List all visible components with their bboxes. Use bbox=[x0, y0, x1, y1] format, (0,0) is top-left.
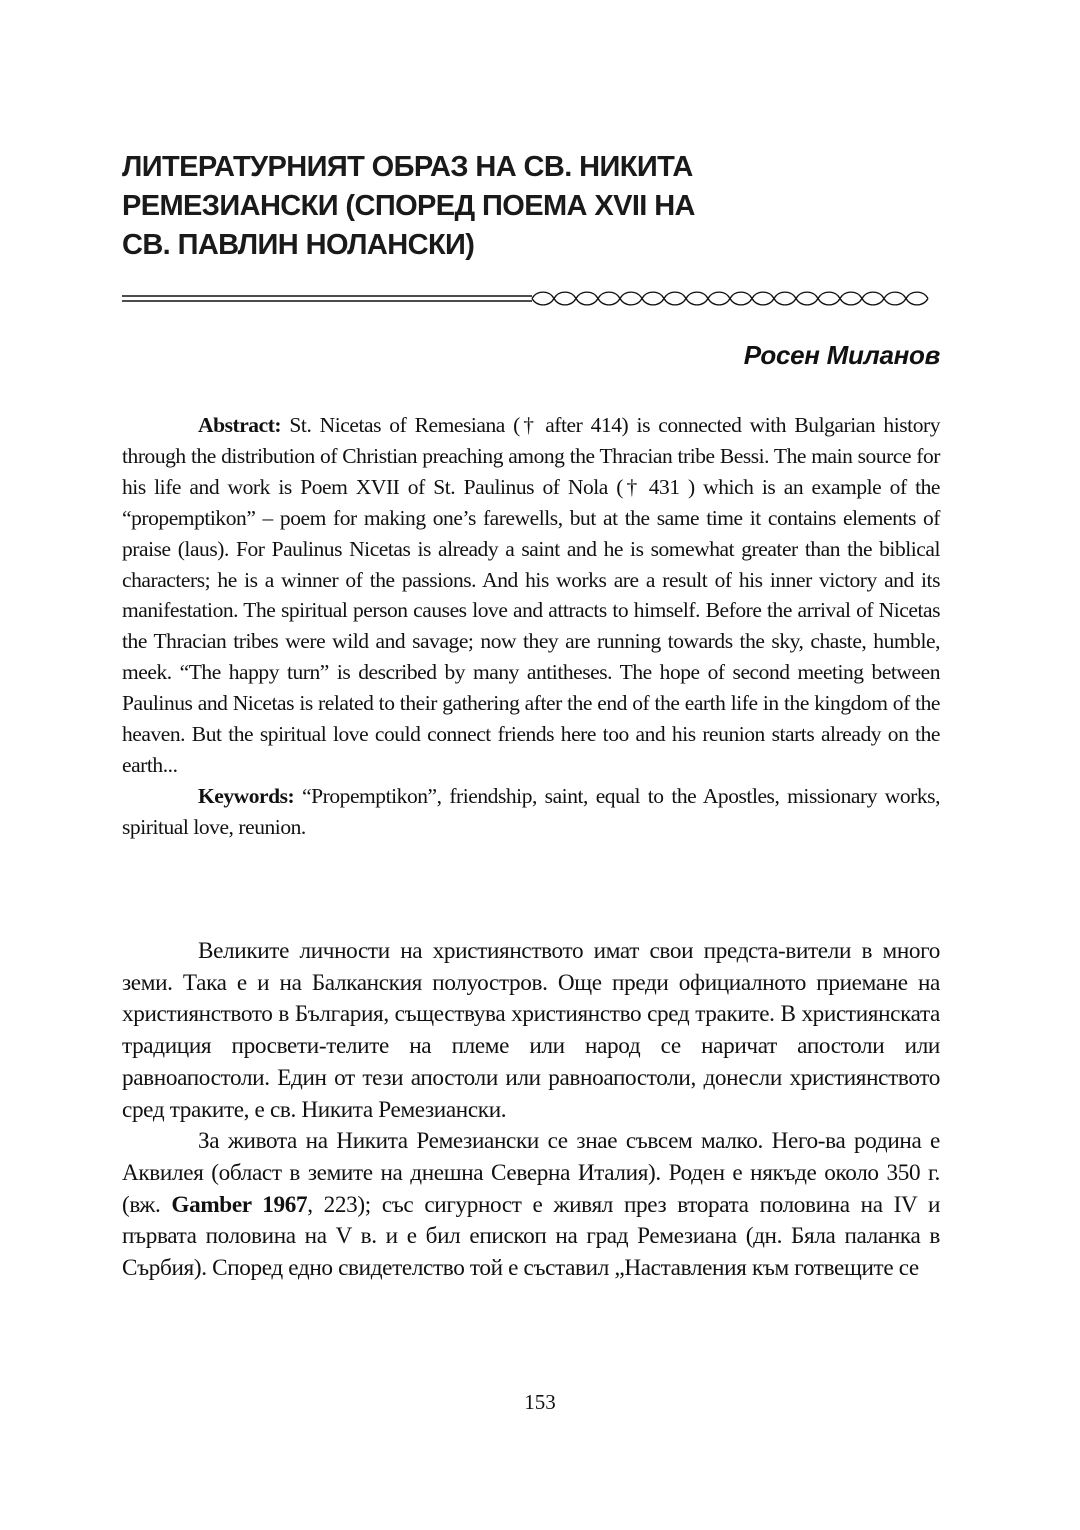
article-body bbox=[122, 936, 940, 1285]
page-number: 153 bbox=[524, 1390, 556, 1414]
paragraph-2-text-b: , 223); със сигурност е живял през втората половина на IV и първата половина на V в. и е бил епископ на град Ремезиана (дн. Бяла паланка в Сърбия). Според едно свидетелство той е съставил „Наставления към готвещите се bbox=[122, 1191, 940, 1282]
title-line-2: РЕМЕЗИАНСКИ (СПОРЕД ПОЕМА XVII НА bbox=[122, 190, 695, 222]
title-line-3: СВ. ПАВЛИН НОЛАНСКИ) bbox=[122, 229, 475, 261]
citation-gamber: Gamber 1967 bbox=[171, 1191, 308, 1218]
abstract-label: Abstract: bbox=[198, 413, 282, 437]
abstract-paragraph bbox=[122, 410, 940, 781]
article-title bbox=[122, 148, 822, 265]
title-divider-ornament bbox=[122, 287, 942, 311]
abstract-text: St. Nicetas of Remesiana († after 414) is connected with Bulgarian history through the distribution of Christian preaching among the Thracian tribe Bessi. The main source for his life and work is Poem XVII of St. Paulinus of Nola († 431 ) which is an example of the “propemptikon” – poem for making one’s farewells, but at the same time it contains elements of praise (laus). For Paulinus Nicetas is already a saint and he is somewhat greater than the biblical characters; he is a winner of the passions. And his works are a result of his inner victory and its manifestation. The spiritual person causes love and attracts to himself. Before the arrival of Nicetas the Thracian tribes were wild and savage; now they are running towards the sky, chaste, humble, meek. “The happy turn” is described by many antitheses. The hope of second meeting between Paulinus and Nicetas is related to their gathering after the end of the earth life in the kingdom of the heaven. But the spiritual love could connect friends here too and his reunion starts already on the earth... bbox=[122, 413, 940, 777]
keywords-paragraph bbox=[122, 781, 940, 843]
body-paragraph-2 bbox=[122, 1126, 940, 1285]
body-paragraph-1: Великите личности на християнството имат свои предста-вители в много земи. Така е и на Балканския полуостров. Още преди официалното приемане на християнството в България, съществува християнство сред траките. В християнската традиция просвети-телите на племе или народ се наричат апостоли или равноапостоли. Един от тези апостоли или равноапостоли, донесли християнството сред траките, е св. Никита Ремезиански. bbox=[122, 938, 940, 1123]
keywords-text: “Propemptikon”, friendship, saint, equal to the Apostles, missionary works, spiritual love, reunion. bbox=[122, 783, 940, 839]
ornament-chain bbox=[532, 292, 928, 305]
title-line-1: ЛИТЕРАТУРНИЯТ ОБРАЗ НА СВ. НИКИТА bbox=[122, 151, 693, 183]
keywords-label: Keywords: bbox=[198, 783, 295, 808]
abstract-section bbox=[122, 410, 940, 843]
author-name: Росен Миланов bbox=[743, 340, 940, 370]
paragraph-2-text-a: За живота на Никита Ремезиански се знае съвсем малко. Него-ва родина е Аквилея (област в земите на днешна Северна Италия). Роден е някъде около 350 г. (вж. bbox=[122, 1128, 940, 1218]
